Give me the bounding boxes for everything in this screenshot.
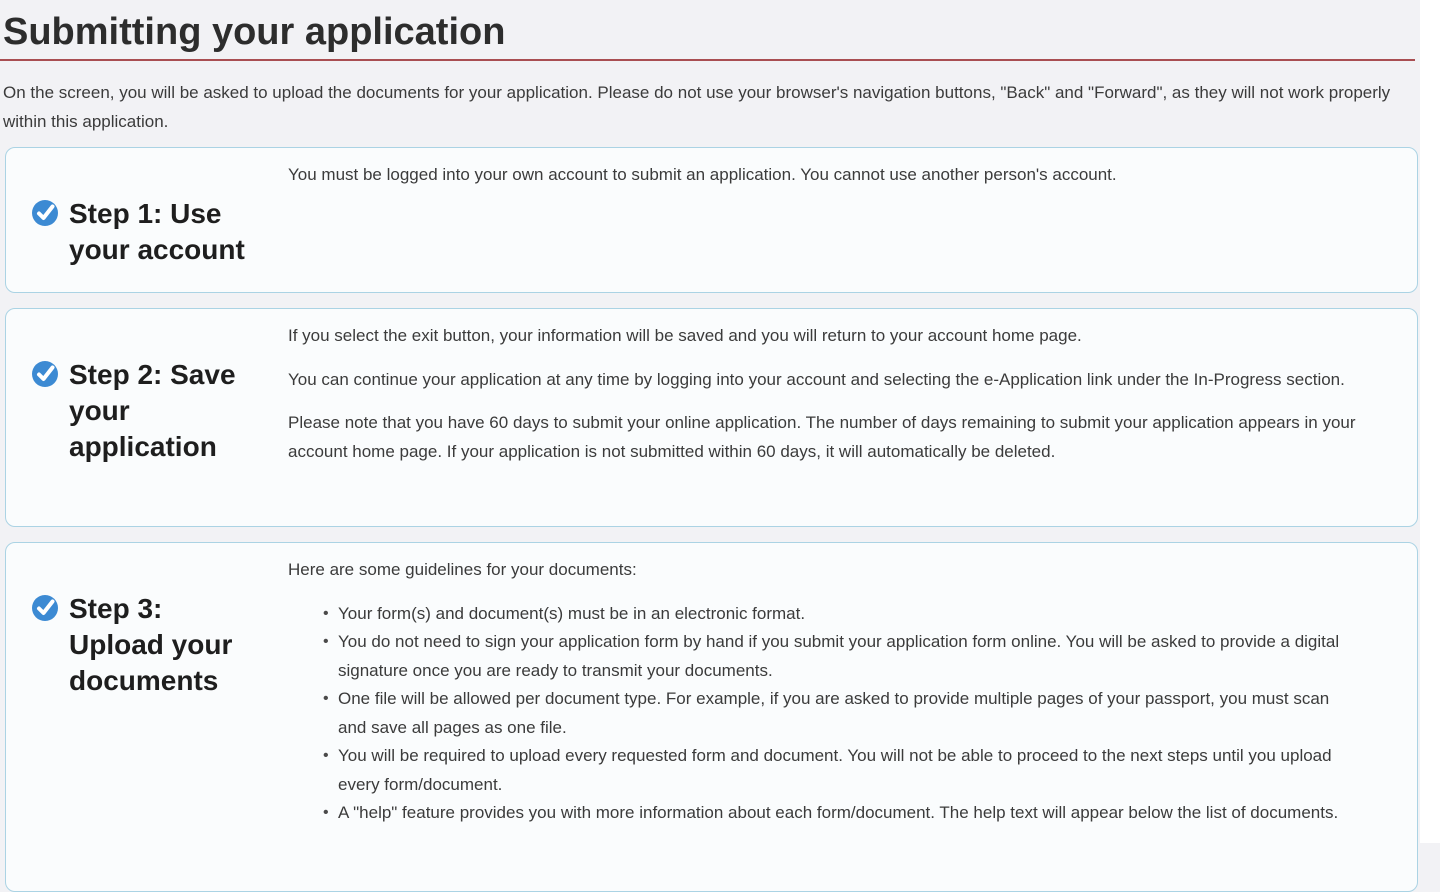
step-1-description [288,148,1360,292]
step-3-intro: Here are some guidelines for your documents: [288,560,637,579]
guideline-item: • One file will be allowed per document type. For example, if you are asked to provide multiple pages of your passport, you must scan and save all pages as one file. [338,685,1360,742]
intro-paragraph: On the screen, you will be asked to upload the documents for your application. Please do not use your browser's navigation buttons, "Back" and "Forward", as they will not work properly within this application. [3,83,1391,131]
check-circle-icon [31,594,59,622]
step-3-header-column [6,543,288,891]
step-2-description [288,309,1360,526]
step-2-paragraph: You can continue your application at any time by logging into your account and selecting the e-Application link under the In-Progress section. [288,369,1345,389]
step-1-paragraph: You must be logged into your own account to submit an application. You cannot use another person's account. [288,165,1117,184]
title-underline-rule [0,59,1415,61]
guideline-item: • Your form(s) and document(s) must be in an electronic format. [338,600,1360,629]
step-card-2 [5,308,1418,527]
step-2-paragraph: Please note that you have 60 days to submit your online application. The number of days remaining to submit your application appears in your account home page. If your application is not submitted within 60 days, it will automatically be deleted. [288,413,1356,461]
step-card-1 [5,147,1418,293]
step-2-heading: Step 2: Save your application [69,359,236,462]
page-right-gutter [1420,0,1440,843]
step-3-description [288,543,1360,891]
document-guidelines-list [288,600,1360,828]
guideline-item: • You will be required to upload every requested form and document. You will not be able to proceed to the next steps until you upload every form/document. [338,742,1360,799]
step-card-3 [5,542,1418,892]
steps-list [0,147,1440,892]
check-circle-icon [31,199,59,227]
check-circle-icon [31,360,59,388]
step-1-heading: Step 1: Use your account [69,198,245,265]
step-3-heading: Step 3: Upload your documents [69,593,233,696]
guideline-item: • A "help" feature provides you with more information about each form/document. The help text will appear below the list of documents. [338,799,1360,828]
page-title: Submitting your application [3,11,506,53]
step-2-paragraph: If you select the exit button, your information will be saved and you will return to your account home page. [288,326,1082,345]
guideline-item: • You do not need to sign your application form by hand if you submit your application form online. You will be asked to provide a digital signature once you are ready to transmit your documents. [338,628,1360,685]
step-2-header-column [6,309,288,526]
step-1-header-column [6,148,288,292]
